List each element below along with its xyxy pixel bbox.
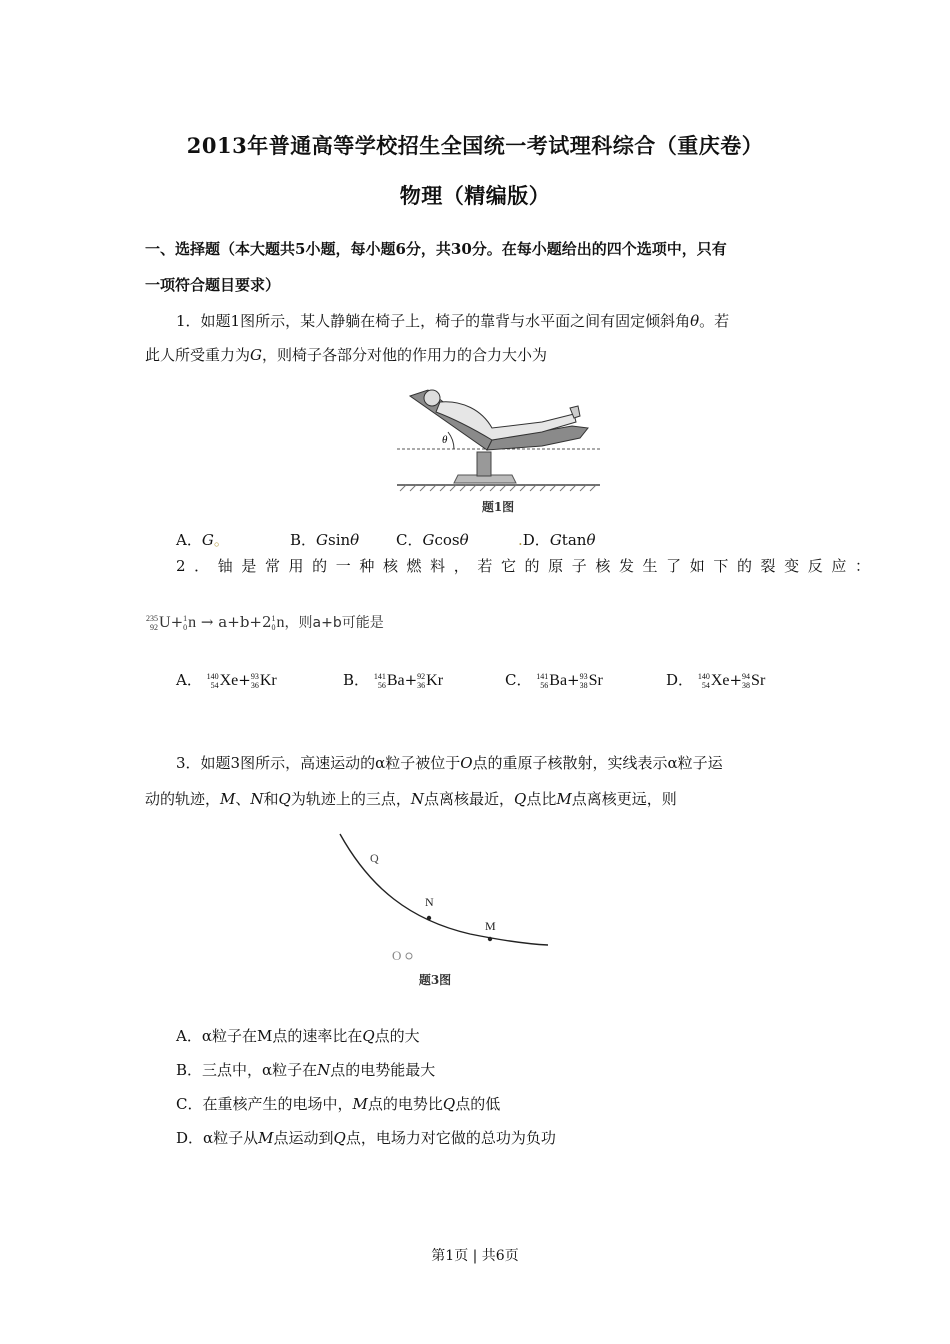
figure-3-caption: 题3图 <box>418 973 452 987</box>
q2-equation: 235 92 U+ 1 0 n → a+b+2 1 0 n，则a+b可能是 <box>146 613 384 633</box>
q1-line1: 1．如题1图所示，某人静躺在椅子上，椅子的靠背与水平面之间有固定倾斜角θ。若 <box>176 312 730 330</box>
page-title: 2013年普通高等学校招生全国统一考试理科综合（重庆卷） <box>186 133 764 158</box>
q3-option-d: D．α粒子从M点运动到Q点，电场力对它做的总功为负功 <box>176 1129 556 1147</box>
figure-1-chair <box>392 380 604 518</box>
q1-option-d: .D．Gtanθ <box>518 531 596 549</box>
figure-3-label-q: Q <box>370 851 379 865</box>
q3-option-c: C．在重核产生的电场中，M点的电势比Q点的低 <box>176 1095 501 1113</box>
figure-1-caption: 题1图 <box>481 500 515 514</box>
q2-option-b: B． 141 56 Ba+ 92 36 Kr <box>343 671 444 691</box>
q3-line2: 动的轨迹，M、N和Q为轨迹上的三点，N点离核最近，Q点比M点离核更远，则 <box>145 790 677 808</box>
figure-3-label-m: M <box>485 919 496 933</box>
section-heading-line2: 一项符合题目要求） <box>145 276 281 294</box>
q1-option-a: A．G。 <box>176 531 229 549</box>
q1-line2: 此人所受重力为G，则椅子各部分对他的作用力的合力大小为 <box>145 346 548 364</box>
q2-option-d: D． 140 54 Xe+ 94 38 Sr <box>666 671 766 691</box>
figure-1-theta: θ <box>442 434 448 446</box>
q3-option-a: A．α粒子在M点的速率比在Q点的大 <box>176 1027 420 1045</box>
figure-3-trajectory <box>330 828 555 993</box>
q3-option-b: B．三点中，α粒子在N点的电势能最大 <box>176 1061 436 1079</box>
figure-3-label-n: N <box>425 895 434 909</box>
page-footer: 第1页 | 共6页 <box>431 1248 519 1264</box>
q2-option-a: A． 140 54 Xe+ 93 36 Kr <box>176 671 277 691</box>
q1-option-c: C．Gcosθ <box>396 531 469 549</box>
q2-option-c: C． 141 56 Ba+ 93 38 Sr <box>505 671 603 691</box>
figure-3-label-o: O <box>392 948 402 963</box>
q2-line1: 2．铀是常用的一种核燃料，若它的原子核发生了如下的裂变反应： <box>176 557 879 575</box>
q3-line1: 3．如题3图所示，高速运动的α粒子被位于O点的重原子核散射，实线表示α粒子运 <box>176 754 723 772</box>
section-heading-line1: 一、选择题（本大题共5小题，每小题6分，共30分。在每小题给出的四个选项中，只有 <box>145 240 727 258</box>
page-subtitle: 物理（精编版） <box>399 183 551 208</box>
q1-option-b: B．Gsinθ <box>290 531 360 549</box>
